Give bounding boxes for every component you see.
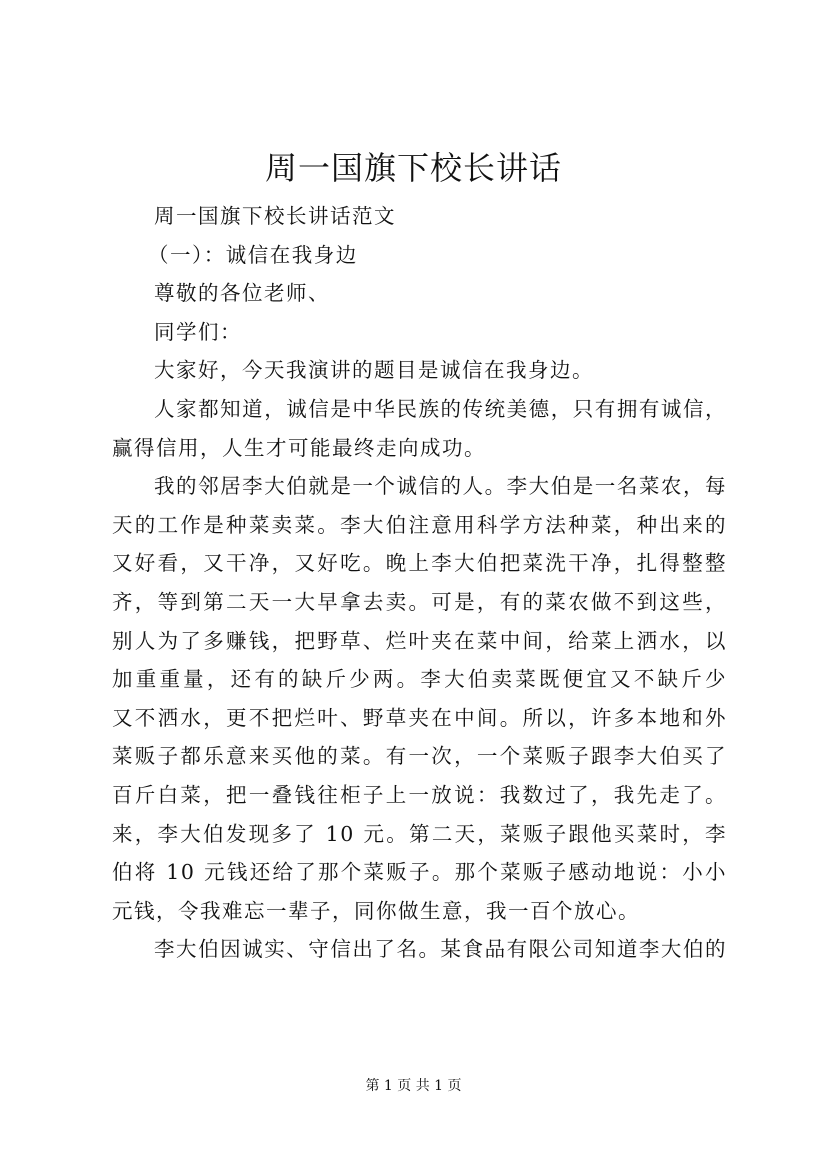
body-line: 李大伯因诚实、守信出了名。某食品有限公司知道李大伯的 (154, 937, 727, 962)
body-line: 赢得信用，人生才可能最终走向成功。 (112, 435, 486, 460)
body-line: 大家好，今天我演讲的题目是诚信在我身边。 (154, 358, 594, 383)
body-line: 百斤白菜，把一叠钱往柜子上一放说：我数过了，我先走了。 (112, 782, 727, 807)
body-line: 元钱，令我难忘一辈子，同你做生意，我一百个放心。 (112, 898, 640, 923)
document-body (112, 197, 727, 969)
body-line: 菜贩子都乐意来买他的菜。有一次，一个菜贩子跟李大伯买了 (112, 744, 727, 769)
body-line: 加重重量，还有的缺斤少两。李大伯卖菜既便宜又不缺斤少 (112, 667, 727, 692)
document-title: 周一国旗下校长讲话 (264, 149, 562, 187)
body-line: 尊敬的各位老师、 (154, 281, 330, 306)
body-line: 人家都知道，诚信是中华民族的传统美德，只有拥有诚信， (154, 396, 727, 421)
page-footer: 第 1 页 共 1 页 (365, 1078, 462, 1094)
body-line: 天的工作是种菜卖菜。李大伯注意用科学方法种菜，种出来的 (112, 512, 727, 537)
body-line: 同学们： (154, 319, 242, 344)
body-line: 我的邻居李大伯就是一个诚信的人。李大伯是一名菜农，每 (154, 474, 727, 499)
body-line: 周一国旗下校长讲话范文 (154, 204, 396, 228)
body-line: （一）：诚信在我身边 (148, 242, 358, 267)
body-line: 齐，等到第二天一大早拿去卖。可是，有的菜农做不到这些， (112, 589, 727, 614)
body-line: 别人为了多赚钱，把野草、烂叶夹在菜中间，给菜上洒水，以 (112, 628, 727, 653)
body-line: 又不洒水，更不把烂叶、野草夹在中间。所以，许多本地和外 (112, 705, 727, 730)
body-line: 又好看，又干净，又好吃。晚上李大伯把菜洗干净，扎得整整 (112, 551, 727, 576)
body-line: 来，李大伯发现多了 10 元。第二天，菜贩子跟他买菜时，李 (112, 821, 727, 846)
body-line: 伯将 10 元钱还给了那个菜贩子。那个菜贩子感动地说：小小 (112, 860, 727, 885)
